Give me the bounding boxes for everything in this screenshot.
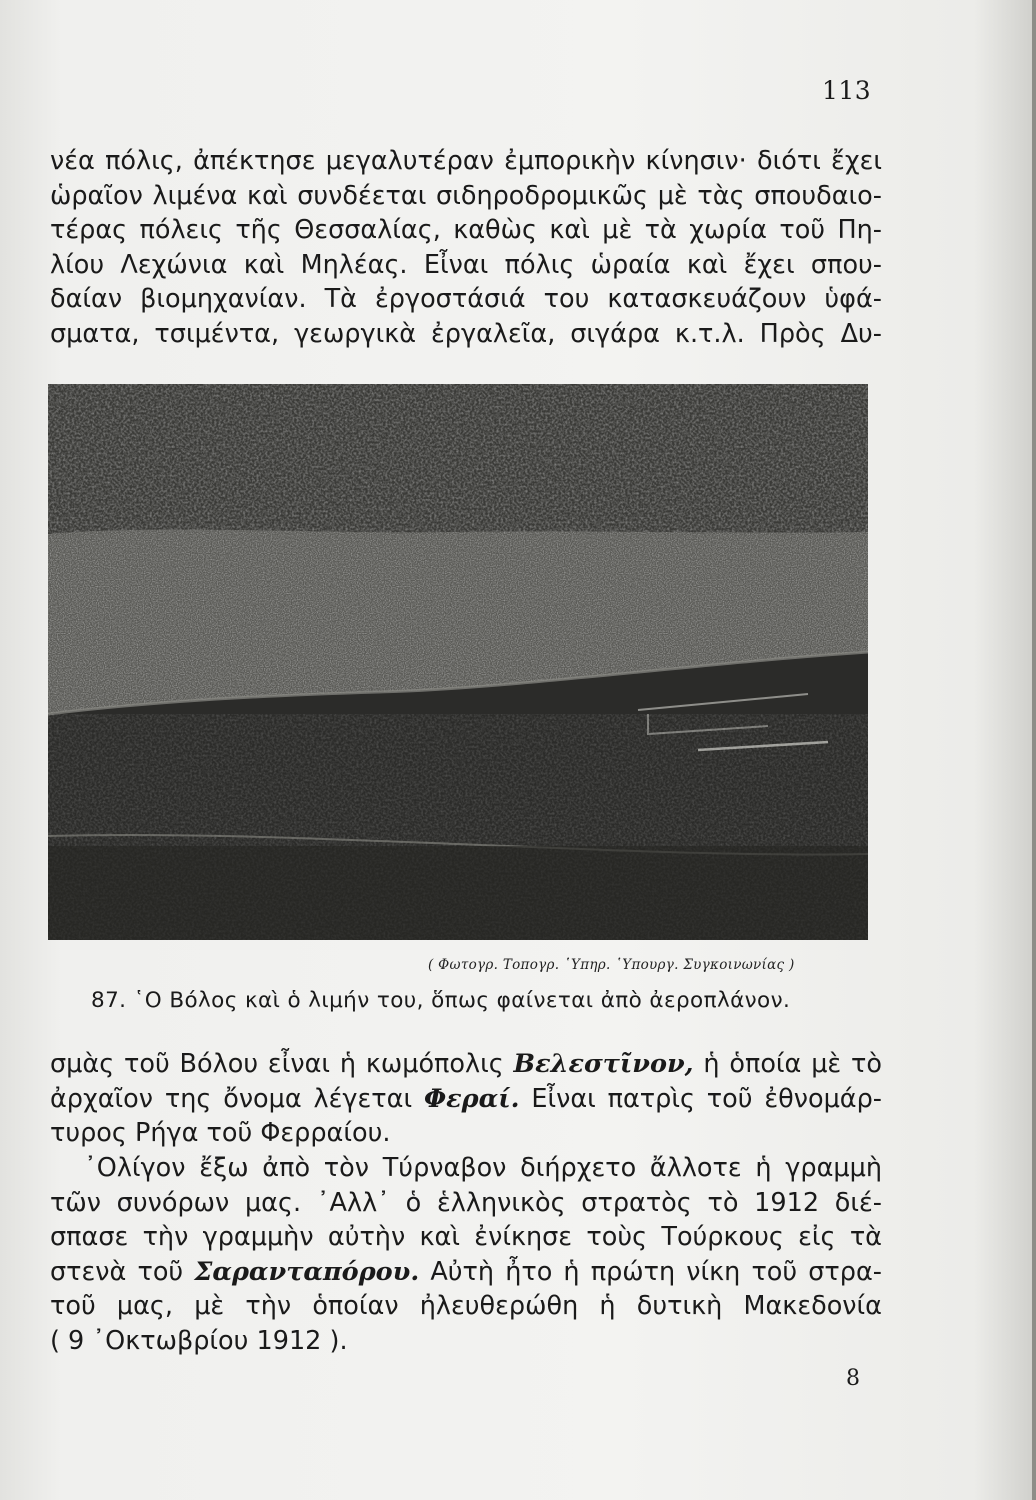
text-line: ᾿Ολίγον ἔξω ἀπὸ τὸν Τύρναβον διήρχετο ἄλλοτε ἡ γραμμὴ bbox=[84, 1153, 882, 1183]
place-name-emphasis: Φεραί. bbox=[423, 1083, 520, 1114]
text-line: λίου Λεχώνια καὶ Μηλέας. Εἶναι πόλις ὡραία καὶ ἔχει σπου- bbox=[50, 249, 882, 280]
paragraph-velestino bbox=[50, 1047, 882, 1151]
text-line: δαίαν βιομηχανίαν. Τὰ ἐργοστάσιά του κατασκευάζουν ὑφά- bbox=[50, 284, 882, 315]
text-run: ἡ ὁποία μὲ τὸ bbox=[693, 1049, 882, 1079]
text-line: σματα, τσιμέντα, γεωργικὰ ἐργαλεῖα, σιγάρα κ.τ.λ. Πρὸς Δυ- bbox=[50, 318, 882, 349]
text-line: τέρας πόλεις τῆς Θεσσαλίας, καθὼς καὶ μὲ τὰ χωρία τοῦ Πη- bbox=[50, 215, 882, 246]
signature-mark: 8 bbox=[846, 1366, 860, 1391]
paragraph-intro bbox=[50, 144, 882, 352]
page-edge bbox=[1032, 0, 1036, 1500]
text-line: τῶν συνόρων μας. ᾿Αλλ᾿ ὁ ἑλληνικὸς στρατὸς τὸ 1912 διέ- bbox=[50, 1187, 882, 1218]
text-line: ὡραῖον λιμένα καὶ συνδέεται σιδηροδρομικῶς μὲ τὰς σπουδαιο- bbox=[50, 180, 882, 211]
text-line: τοῦ μας, μὲ τὴν ὁποίαν ἠλευθερώθη ἡ δυτικὴ Μακεδονία bbox=[50, 1291, 882, 1322]
place-name-emphasis: Βελεστῖνον, bbox=[513, 1049, 694, 1079]
text-line: ( 9 ᾿Οκτωβρίου 1912 ). bbox=[50, 1325, 348, 1356]
page-number: 113 bbox=[822, 76, 872, 105]
paragraph-sarantaporo bbox=[50, 1151, 882, 1359]
place-name-emphasis: Σαρανταπόρου. bbox=[194, 1256, 420, 1287]
figure-caption: 87. ῾Ο Βόλος καὶ ὁ λιμήν του, ὅπως φαίνεται ἀπὸ ἀεροπλάνον. bbox=[91, 988, 791, 1013]
text-line: νέα πόλις, ἀπέκτησε μεγαλυτέραν ἐμπορικὴν κίνησιν· διότι ἔχει bbox=[50, 146, 882, 176]
text-line bbox=[50, 1047, 882, 1082]
harbor-photo bbox=[48, 384, 868, 940]
text-line: σπασε τὴν γραμμὴν αὐτὴν καὶ ἐνίκησε τοὺς Τούρκους εἰς τὰ bbox=[50, 1222, 882, 1253]
text-run: στενὰ τοῦ bbox=[50, 1256, 195, 1287]
text-run: Αὐτὴ ἦτο ἡ πρώτη νίκη τοῦ στρα- bbox=[419, 1256, 882, 1287]
text-run: Εἶναι πατρὶς τοῦ ἐθνομάρ- bbox=[519, 1083, 883, 1114]
text-line bbox=[50, 1255, 882, 1290]
text-run: σμὰς τοῦ Βόλου εἶναι ἡ κωμόπολις bbox=[50, 1049, 514, 1079]
photo-credit: ( Φωτογρ. Τοπογρ. ῾Υπηρ. ῾Υπουργ. Συγκοινωνίας ) bbox=[428, 957, 795, 973]
text-run: ἀρχαῖον της ὄνομα λέγεται bbox=[50, 1083, 424, 1114]
harbor-photo-image bbox=[48, 384, 868, 940]
text-line: τυρος Ρήγα τοῦ Φερραίου. bbox=[50, 1118, 391, 1149]
text-line bbox=[50, 1082, 882, 1117]
